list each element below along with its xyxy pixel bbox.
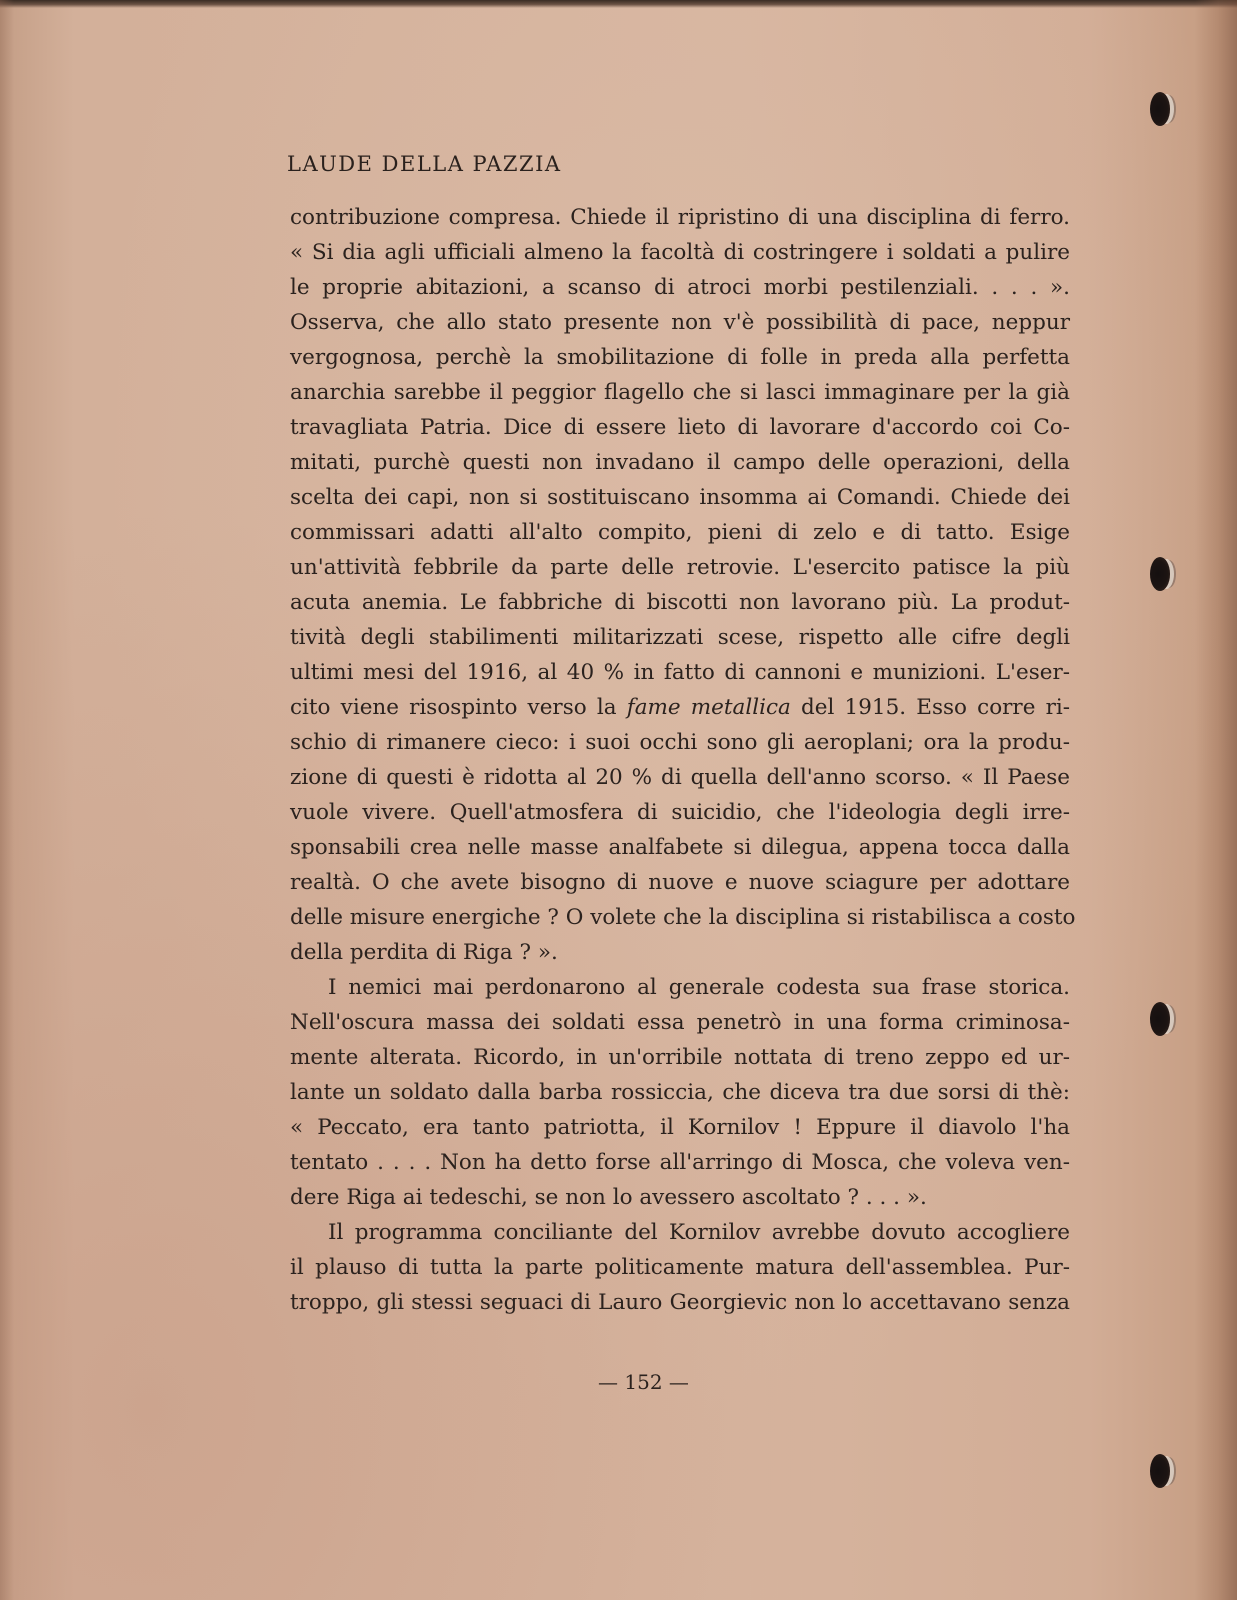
text-line: troppo, gli stessi seguaci di Lauro Georgievic non lo accettavano senza	[290, 1290, 1070, 1315]
text-line: Osserva, che allo stato presente non v'è possibilità di pace, neppur	[290, 310, 1070, 335]
page-top-edge	[0, 0, 1237, 8]
text-run: cito viene risospinto verso la	[290, 695, 627, 720]
text-line: zione di questi è ridotta al 20 % di quella dell'anno scorso. « Il Paese	[290, 765, 1070, 790]
text-line: vuole vivere. Quell'atmosfera di suicidio, che l'ideologia degli irre-	[290, 800, 1070, 825]
binder-hole-icon	[1150, 1002, 1170, 1036]
text-line: « Peccato, era tanto patriotta, il Kornilov ! Eppure il diavolo l'ha	[290, 1115, 1070, 1140]
text-line: « Si dia agli ufficiali almeno la facoltà di costringere i soldati a pulire	[290, 240, 1070, 265]
text-line: anarchia sarebbe il peggior flagello che si lasci immaginare per la già	[290, 380, 1070, 405]
binder-hole-icon	[1150, 92, 1170, 126]
page-body-text	[290, 200, 1076, 1320]
page-right-edge	[1195, 0, 1237, 1600]
text-line-with-italic	[290, 690, 1070, 725]
binder-hole-icon	[1150, 557, 1170, 591]
text-line: vergognosa, perchè la smobilitazione di folle in preda alla perfetta	[290, 345, 1070, 370]
text-line: tentato . . . . Non ha detto forse all'arringo di Mosca, che voleva ven-	[290, 1150, 1070, 1175]
text-line: commissari adatti all'alto compito, pieni di zelo e di tatto. Esige	[290, 520, 1070, 545]
text-line: schio di rimanere cieco: i suoi occhi sono gli aeroplani; ora la produ-	[290, 730, 1070, 755]
text-line: tività degli stabilimenti militarizzati scese, rispetto alle cifre degli	[290, 625, 1070, 650]
text-line: mitati, purchè questi non invadano il campo delle operazioni, della	[290, 450, 1070, 475]
text-line: le proprie abitazioni, a scanso di atroci morbi pestilenziali. . . . ».	[290, 275, 1070, 300]
text-line: della perdita di Riga ? ».	[290, 940, 558, 965]
text-run: del 1915. Esso corre ri-	[790, 695, 1071, 720]
text-line: Nell'oscura massa dei soldati essa penetrò in una forma criminosa-	[290, 1010, 1070, 1035]
running-header: LAUDE DELLA PAZZIA	[287, 152, 562, 176]
text-line: I nemici mai perdonarono al generale codesta sua frase storica.	[328, 975, 1070, 1000]
text-line: dere Riga ai tedeschi, se non lo avessero ascoltato ? . . . ».	[290, 1185, 927, 1210]
text-line: scelta dei capi, non si sostituiscano insomma ai Comandi. Chiede dei	[290, 485, 1070, 510]
binder-hole-icon	[1150, 1454, 1170, 1488]
text-line: un'attività febbrile da parte delle retrovie. L'esercito patisce la più	[290, 555, 1070, 580]
text-line: acuta anemia. Le fabbriche di biscotti non lavorano più. La produt-	[290, 590, 1070, 615]
page-number-text: — 152 —	[598, 1370, 689, 1394]
page-left-edge	[0, 0, 14, 1600]
text-line: il plauso di tutta la parte politicamente matura dell'assemblea. Pur-	[290, 1255, 1070, 1280]
text-line: mente alterata. Ricordo, in un'orribile nottata di treno zeppo ed ur-	[290, 1045, 1070, 1070]
text-line: sponsabili crea nelle masse analfabete si dilegua, appena tocca dalla	[290, 835, 1070, 860]
page-number	[0, 1370, 1237, 1394]
text-line: realtà. O che avete bisogno di nuove e nuove sciagure per adottare	[290, 870, 1070, 895]
text-line: contribuzione compresa. Chiede il ripristino di una disciplina di ferro.	[290, 205, 1070, 230]
text-line: lante un soldato dalla barba rossiccia, che diceva tra due sorsi di thè:	[290, 1080, 1070, 1105]
text-line: ultimi mesi del 1916, al 40 % in fatto di cannoni e munizioni. L'eser-	[290, 660, 1070, 685]
text-line: delle misure energiche ? O volete che la disciplina si ristabilisca a costo	[290, 905, 1076, 930]
text-line: Il programma conciliante del Kornilov avrebbe dovuto accogliere	[328, 1220, 1070, 1245]
italic-phrase: fame metallica	[626, 695, 791, 720]
text-line: travagliata Patria. Dice di essere lieto di lavorare d'accordo coi Co-	[290, 415, 1070, 440]
